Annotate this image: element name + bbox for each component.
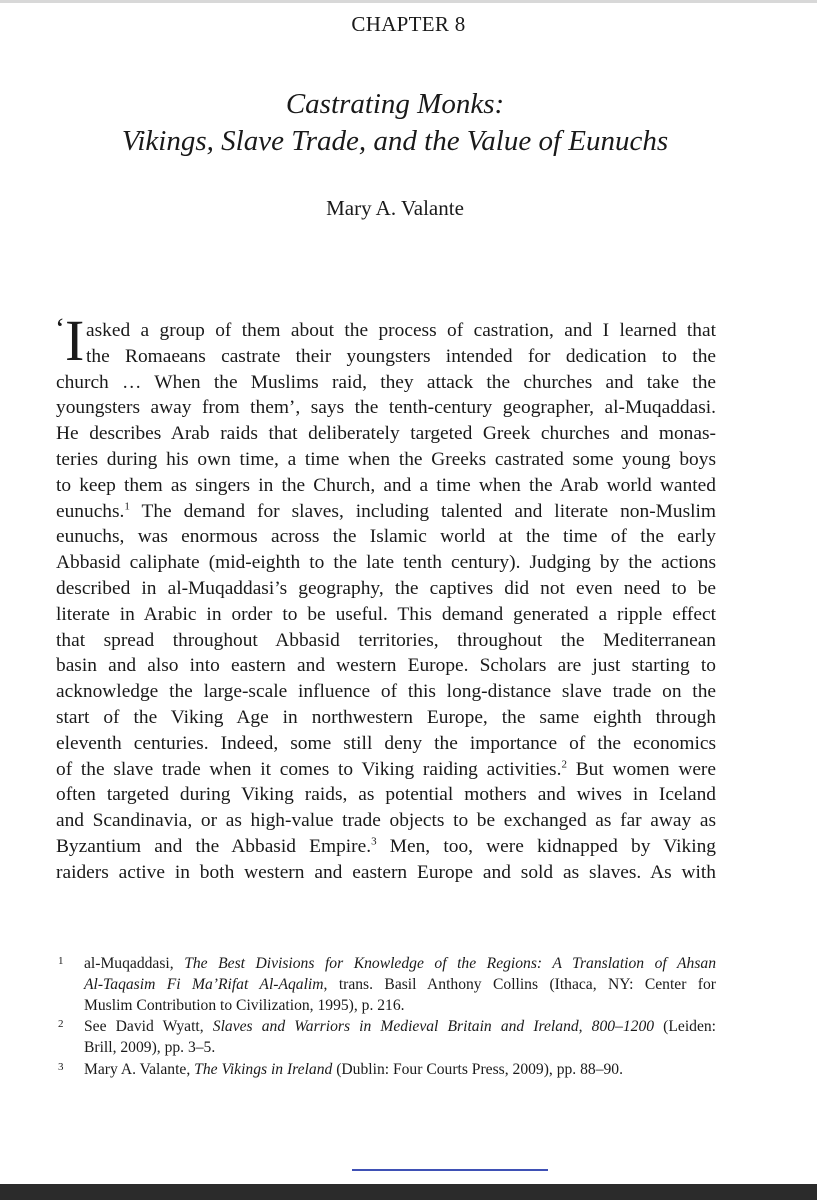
body-line: to keep them as singers in the Church, and a time when the Arab world wanted — [56, 474, 716, 496]
footnote-line — [84, 1060, 716, 1081]
body-line — [56, 499, 716, 525]
body-line: asked a group of them about the process of castration, and I learned that — [86, 320, 716, 341]
chapter-title — [0, 86, 790, 160]
footnote-line — [84, 954, 716, 975]
chapter-title-line-2: Vikings, Slave Trade, and the Value of Eunuchs — [121, 125, 669, 157]
body-line: Abbasid caliphate (mid-eighth to the late tenth century). Judging by the actions — [56, 552, 716, 574]
footnote-line: Muslim Contribution to Civilization, 1995), p. 216. — [84, 996, 405, 1014]
body-line: He describes Arab raids that deliberately targeted Greek churches and monas- — [56, 423, 716, 445]
drop-cap-group — [55, 308, 89, 378]
footnote-ref-3[interactable]: 3 — [371, 835, 377, 848]
footnote-number: 2 — [58, 1018, 64, 1031]
footnote-text: (Leiden: — [654, 1018, 717, 1036]
footnote-line: Brill, 2009), pp. 3–5. — [84, 1039, 216, 1057]
footnote-author: al-Muqaddasi, — [84, 955, 185, 972]
opening-quote-mark: ‘ — [55, 312, 65, 345]
footnote-text: , trans. Basil Anthony Collins (Ithaca, NY: Center for — [323, 975, 716, 993]
body-line: eleventh centuries. Indeed, some still deny the importance of the economics — [56, 732, 716, 754]
footnote-title: The Vikings in Ireland — [194, 1060, 333, 1078]
body-line: teries during his own time, a time when the Greeks castrated some young boys — [56, 448, 716, 470]
footnote-3 — [56, 1060, 716, 1081]
body-line: literate in Arabic in order to be useful. This demand generated a ripple effect — [56, 603, 716, 625]
body-text-run: But women were — [575, 758, 716, 780]
footnote-title: Slaves and Warriors in Medieval Britain and Ireland, 800–1200 — [212, 1018, 655, 1036]
drop-cap-letter: I — [65, 308, 85, 373]
footnote-text: (Dublin: Four Courts Press, 2009), pp. 88–90. — [332, 1060, 623, 1078]
footnote-line — [84, 1017, 716, 1038]
footnote-text: Mary A. Valante, — [84, 1060, 195, 1078]
footnote-line — [84, 975, 716, 996]
body-line: raiders active in both western and eastern Europe and sold as slaves. As with — [56, 861, 716, 883]
body-line: that spread throughout Abbasid territories, throughout the Mediterranean — [56, 629, 716, 651]
footnote-number: 1 — [58, 955, 64, 967]
body-line: youngsters away from them’, says the tenth-century geographer, al-Muqaddasi. — [56, 397, 716, 419]
body-line: eunuchs, was enormous across the Islamic world at the time of the early — [56, 526, 716, 548]
body-text-run: eunuchs. — [56, 500, 125, 522]
chapter-title-line-1: Castrating Monks: — [285, 88, 505, 120]
footnote-1 — [56, 954, 716, 1016]
body-line: described in al-Muqaddasi’s geography, the captives did not even need to be — [56, 577, 716, 599]
page-scroll-indicator[interactable] — [352, 1169, 548, 1171]
footnotes-section — [56, 954, 716, 1082]
body-line: acknowledge the large-scale influence of this long-distance slave trade on the — [56, 681, 716, 703]
body-text-run: Byzantium and the Abbasid Empire. — [56, 835, 372, 857]
body-line: start of the Viking Age in northwestern Europe, the same eighth through — [56, 706, 716, 728]
body-line: often targeted during Viking raids, as potential mothers and wives in Iceland — [56, 784, 716, 806]
body-line: church … When the Muslims raid, they attack the churches and take the — [56, 371, 716, 393]
footnote-ref-2[interactable]: 2 — [561, 758, 567, 771]
bottom-toolbar-band — [0, 1184, 817, 1200]
footnote-ref-1[interactable]: 1 — [124, 500, 130, 513]
body-paragraph — [55, 308, 716, 886]
chapter-author: Mary A. Valante — [326, 196, 464, 220]
footnote-title: Al-Taqasim Fi Ma’Rifat Al-Aqalim — [84, 975, 324, 993]
footnote-2 — [56, 1017, 716, 1059]
body-line — [56, 834, 716, 860]
body-line: basin and also into eastern and western Europe. Scholars are just starting to — [56, 655, 716, 677]
body-line: and Scandinavia, or as high-value trade objects to be exchanged as far away as — [56, 810, 716, 832]
body-line — [56, 757, 716, 783]
footnote-title: The Best Divisions for Knowledge of the Regions: A Translation of Ahsan — [184, 955, 716, 972]
body-text-run: Men, too, were kidnapped by Viking — [389, 835, 716, 857]
body-text-run: The demand for slaves, including talented and literate non-Muslim — [141, 500, 716, 522]
footnote-text: See David Wyatt, — [84, 1018, 213, 1036]
body-text-run: of the slave trade when it comes to Viking raiding activities. — [56, 758, 562, 780]
chapter-label: CHAPTER 8 — [351, 12, 466, 36]
body-line: the Romaeans castrate their youngsters intended for dedication to the — [86, 345, 716, 367]
footnote-number: 3 — [58, 1060, 64, 1073]
